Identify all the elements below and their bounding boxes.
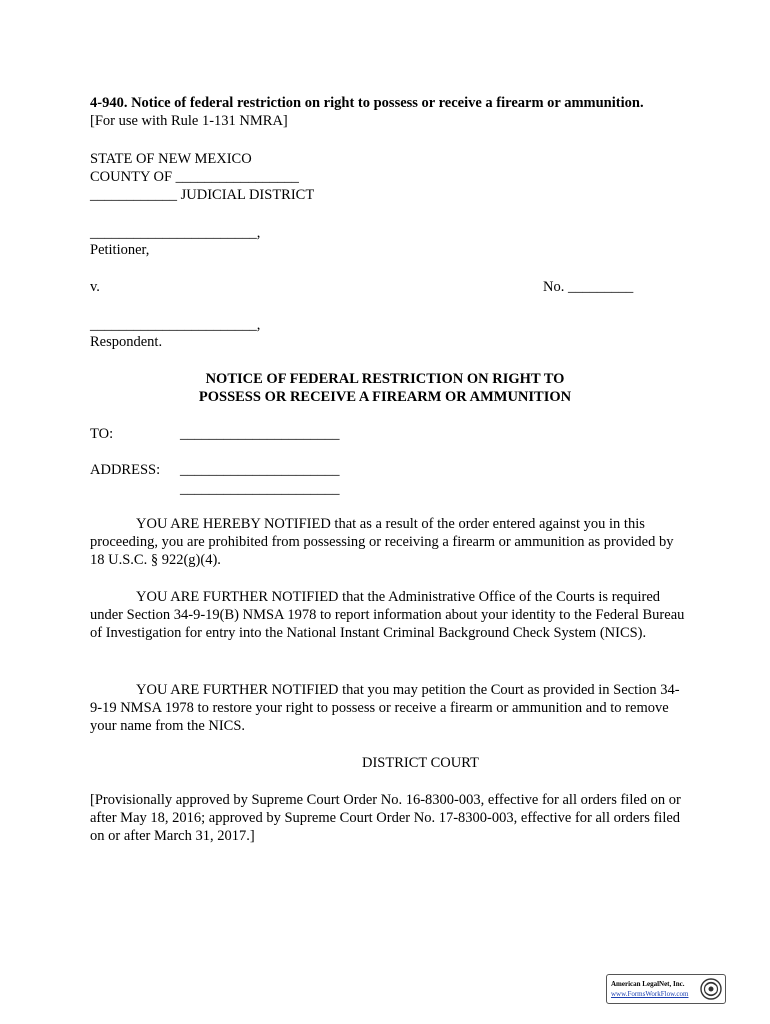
case-number: No. _________ (543, 279, 634, 295)
approval-note: [Provisionally approved by Supreme Court Order No. 16-8300-003, effective for all orders filed on or after May 18, 2016; approved by Supreme Court Order No. 17-8300-003, effective for all orders filed on or after March 31, 2017.] (90, 792, 681, 844)
footer-url[interactable]: www.FormsWorkFlow.com (611, 990, 689, 998)
petitioner-label: Petitioner, (90, 242, 150, 258)
state-line: STATE OF NEW MEXICO (90, 151, 252, 167)
notice-title-line1: NOTICE OF FEDERAL RESTRICTION ON RIGHT TO (205, 371, 565, 387)
rule-note: [For use with Rule 1-131 NMRA] (90, 113, 288, 129)
notice-paragraph-1: YOU ARE HEREBY NOTIFIED that as a result of the order entered against you in this proceeding, you are prohibited from possessing or receiving a firearm or ammunition as provided by 18 U.S.C. § 922(g)(4). (90, 516, 674, 568)
notice-title-line2: POSSESS OR RECEIVE A FIREARM OR AMMUNITION (198, 389, 572, 405)
respondent-label: Respondent. (90, 334, 163, 350)
company-logo-icon (700, 978, 722, 1000)
versus-label: v. (90, 279, 100, 295)
notice-paragraph-2: YOU ARE FURTHER NOTIFIED that the Administrative Office of the Courts is required under Section 34-9-19(B) NMSA 1978 to report information about your identity to the Federal Bureau of Investigation for entry into the National Instant Criminal Background Check System (NICS). (90, 589, 685, 641)
petitioner-blank: _______________________, (90, 225, 261, 241)
address-blank-2: ______________________ (180, 481, 340, 497)
notice-paragraph-3: YOU ARE FURTHER NOTIFIED that you may petition the Court as provided in Section 34-9-19 NMSA 1978 to restore your right to possess or receive a firearm or ammunition and to remove your name from the NICS. (90, 682, 680, 734)
respondent-blank: _______________________, (90, 317, 261, 333)
to-label: TO: (90, 426, 114, 442)
address-blank-1: ______________________ (180, 462, 340, 478)
to-blank: ______________________ (180, 426, 340, 442)
district-line: ____________ JUDICIAL DISTRICT (90, 187, 315, 203)
form-title: 4-940. Notice of federal restriction on right to possess or receive a firearm or ammunition. (90, 95, 644, 111)
address-label: ADDRESS: (90, 462, 161, 478)
district-court-signature: DISTRICT COURT (362, 755, 479, 771)
footer-company: American LegalNet, Inc. (611, 980, 685, 988)
footer-badge (606, 974, 726, 1004)
county-line: COUNTY OF _________________ (90, 169, 299, 185)
